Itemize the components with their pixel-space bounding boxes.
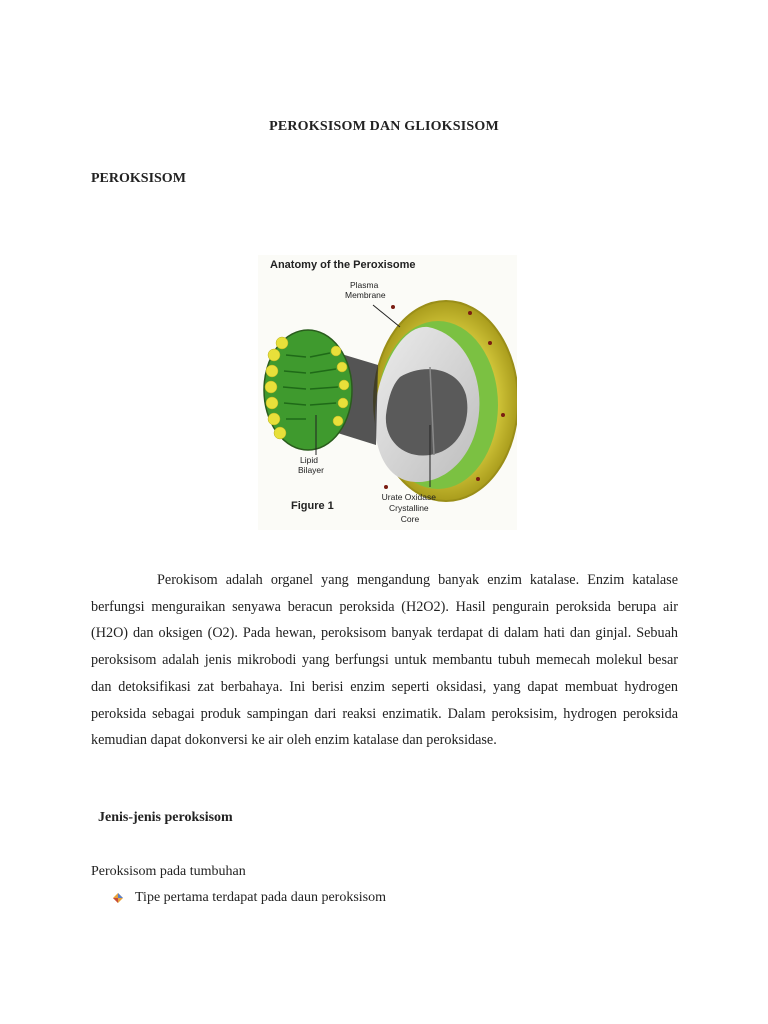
figure-title: Anatomy of the Peroxisome — [270, 259, 416, 271]
svg-text:Urate Oxidase Crystall — [382, 492, 439, 524]
peroxisome-body — [374, 301, 517, 501]
peroxisome-figure — [258, 255, 517, 530]
body-paragraph: Perokisom adalah organel yang mengandung banyak enzim katalase. Enzim katalase berfungsi menguraikan senyawa beracun peroksida (H2O2). Hasil pengurain peroksida berupa air (H2O) dan oksigen (O2). Pada hewan, peroksisom banyak terdapat di dalam hati dan ginjal. Sebuah peroksisom adalah jenis mikrobodi yang berfungsi untuk membantu tubuh memecah molekul besar dan detoksifikasi zat berbahaya. Ini berisi enzim seperti oksidasi, yang dapat membuat hydrogen peroksida sebagai produk sampingan dari reaksi enzimatik. Dalam peroksisim, hydrogen peroksida kemudian dapat dokonversi ke air oleh enzim katalase dan peroksidase. — [91, 572, 678, 749]
plant-peroxisome-label: Peroksisom pada tumbuhan — [91, 864, 246, 879]
subheading: Jenis-jenis peroksisom — [98, 810, 233, 825]
svg-text:Lipid Bilayer — [298, 455, 324, 475]
list-item-text: Tipe pertama terdapat pada daun peroksisom — [135, 890, 387, 905]
lipid-bilayer-zoom — [264, 330, 352, 450]
label-core-2: Crystalline — [388, 503, 429, 513]
label-membrane-1: Plasma — [350, 280, 379, 290]
section-heading: PEROKSISOM — [91, 171, 186, 186]
label-core-3: Core — [400, 514, 420, 524]
list-item — [112, 890, 386, 906]
label-bilayer-1: Lipid — [300, 455, 318, 465]
label-core-1: Urate Oxidase — [381, 492, 436, 502]
svg-text:Plasma Membrane — [345, 280, 386, 300]
figure-caption: Figure 1 — [291, 500, 334, 512]
diamond-bullet-icon — [112, 892, 124, 904]
document-title: PEROKSISOM DAN GLIOKSISOM — [269, 119, 499, 134]
label-membrane-2: Membrane — [345, 290, 386, 300]
label-bilayer-2: Bilayer — [298, 465, 324, 475]
peroxisome-diagram — [258, 255, 517, 530]
